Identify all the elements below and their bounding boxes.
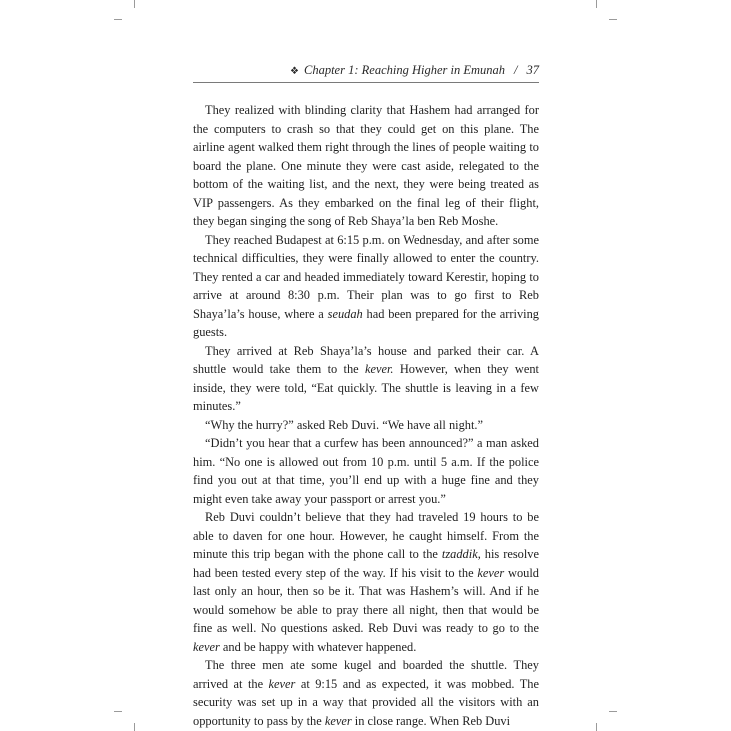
text-run: Reb Duvi couldn’t believe that they had traveled 19 hours to be able to daven for one hour. However, he caught himself. From the minute this trip began with the phone call to the — [193, 510, 539, 561]
text-run: , his resolve had been tested every step of the way. If his visit to the — [193, 547, 539, 580]
crop-mark — [134, 723, 135, 731]
italic-term: kever. — [364, 362, 394, 376]
crop-mark — [134, 0, 135, 8]
text-run: They arrived at Reb Shaya’la’s house and parked their car. A shuttle would take them to the — [193, 343, 539, 376]
header-rule — [193, 82, 539, 83]
running-header — [193, 63, 539, 81]
crop-mark — [596, 0, 597, 8]
text-run: The three men ate some kugel and boarded the shuttle. They arrived at the — [193, 658, 539, 691]
text-run: at 9:15 and as expected, it was mobbed. The security was set up in a way that provided all the visitors with an opportunity to pass by the — [193, 676, 539, 728]
text-run: They reached Budapest at 6:15 p.m. on Wednesday, and after some technical difficulties, they were finally allowed to enter the country. They rented a car and headed immediately toward Kerestir, hoping to arrive at around 8:30 p.m. Their plan was to go first to Reb Shaya’la’s house, where a — [193, 232, 539, 321]
text-run: would last only an hour, then so be it. That was Hashem’s will. And if he would somehow be able to pray there all night, then that would be fine as well. No questions asked. Reb Duvi was ready to go to the — [193, 565, 540, 635]
text-run: had been prepared for the arriving guests. — [193, 306, 540, 339]
body-text — [193, 101, 539, 730]
text-run: “Didn’t you hear that a curfew has been announced?” a man asked him. “No one is allowed out from 10 p.m. until 5 a.m. If the police find you out at that time, you’ll end up with a huge fine and they might even take away your passport or arrest you.” — [193, 436, 539, 506]
text-run: in close range. When Reb Duvi — [351, 713, 511, 728]
italic-term: kever — [477, 565, 505, 580]
paragraph — [193, 101, 539, 231]
header-separator: / — [514, 63, 518, 77]
paragraph — [193, 656, 539, 730]
italic-term: kever — [193, 639, 220, 654]
text-run: They realized with blinding clarity that Hashem had arranged for the computers to crash so that they could get on this plane. The airline agent walked them right through the lines of people waiting to board the plane. One minute they were cast aside, relegated to the bottom of the waiting list, and the next, they were being treated as VIP passengers. As they embarked on the final leg of their flight, they began singing the song of Reb Shaya’la ben Reb Moshe. — [193, 103, 539, 228]
crop-mark — [609, 711, 617, 712]
italic-term: kever — [268, 676, 296, 691]
crop-mark — [114, 19, 122, 20]
italic-term: seudah — [327, 306, 363, 321]
ornament-icon: ❖ — [290, 66, 299, 77]
paragraph — [193, 231, 539, 342]
crop-mark — [114, 711, 122, 712]
paragraph — [193, 342, 539, 416]
paragraph — [193, 508, 539, 656]
text-run: “Why the hurry?” asked Reb Duvi. “We have all night.” — [205, 417, 484, 432]
crop-mark — [596, 723, 597, 731]
page-number: 37 — [526, 63, 539, 77]
chapter-title: Chapter 1: Reaching Higher in Emunah — [304, 63, 506, 77]
text-run: However, when they went inside, they were told, “Eat quickly. The shuttle is leaving in a few minutes.” — [193, 362, 539, 413]
paragraph — [193, 434, 539, 508]
crop-mark — [609, 19, 617, 20]
paragraph — [193, 416, 539, 435]
italic-term: tzaddik — [441, 547, 478, 561]
text-run: and be happy with whatever happened. — [219, 639, 417, 654]
italic-term: kever — [324, 713, 352, 728]
